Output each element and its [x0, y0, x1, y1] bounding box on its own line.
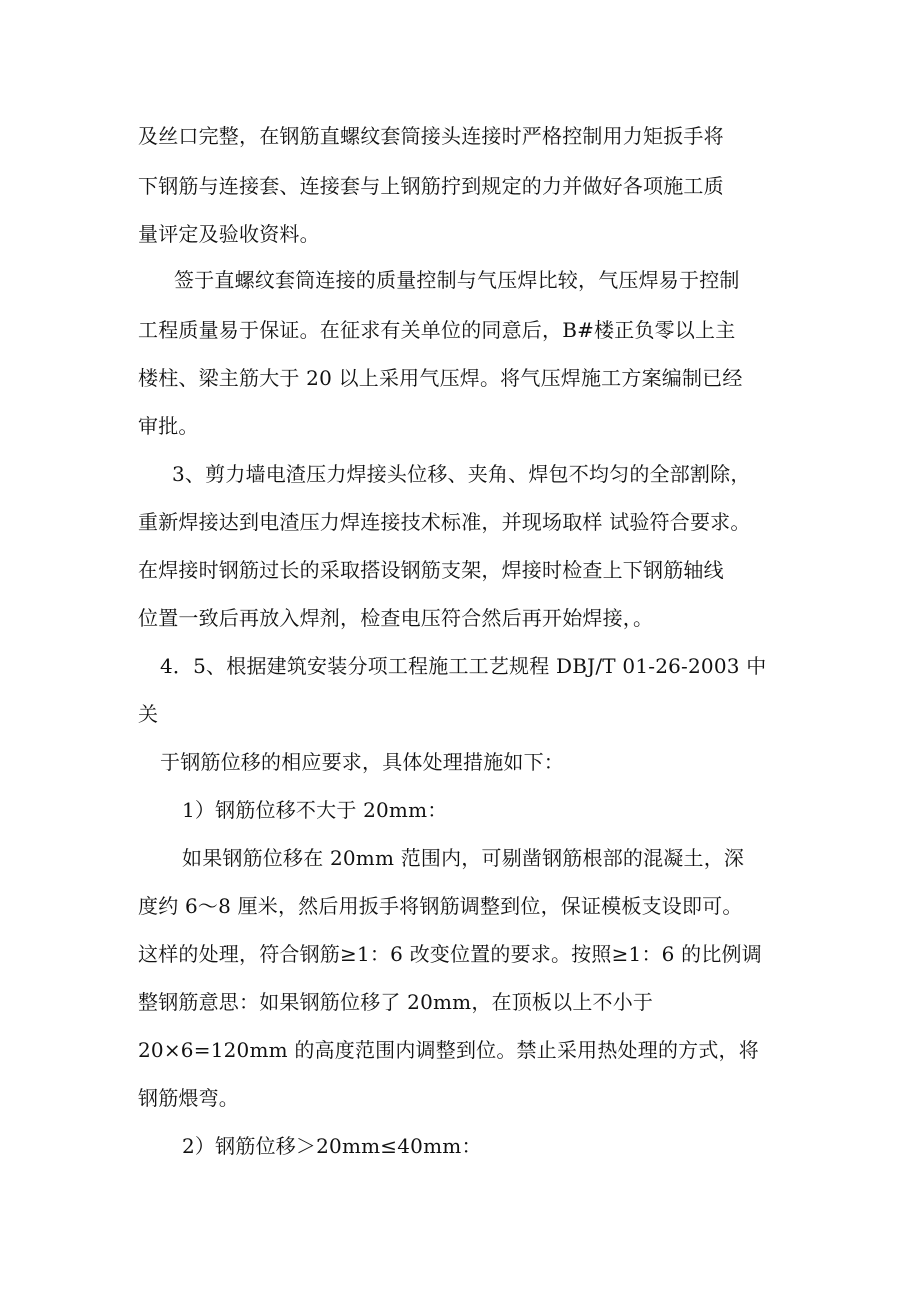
text-line: 于钢筋位移的相应要求，具体处理措施如下： — [160, 750, 564, 774]
text-line: 度约 6～8 厘米，然后用扳手将钢筋调整到位，保证模板支设即可。 — [138, 894, 743, 918]
text-line: 关 — [138, 702, 159, 726]
text-line: 楼柱、梁主筋大于 20 以上采用气压焊。将气压焊施工方案编制已经 — [138, 366, 743, 390]
text-line: 这样的处理，符合钢筋≥1：6 改变位置的要求。按照≥1：6 的比例调 — [138, 942, 762, 966]
text-line: 工程质量易于保证。在征求有关单位的同意后，B#楼正负零以上主 — [138, 318, 736, 342]
text-line: 如果钢筋位移在 20mm 范围内，可剔凿钢筋根部的混凝土，深 — [182, 846, 745, 870]
text-line: 重新焊接达到电渣压力焊连接技术标准，并现场取样 试验符合要求。 — [138, 510, 751, 534]
text-line: 2）钢筋位移＞20mm≤40mm： — [182, 1134, 482, 1158]
text-line: 审批。 — [138, 414, 199, 438]
text-line: 1）钢筋位移不大于 20mm： — [182, 798, 448, 822]
text-line: 4．5、根据建筑安装分项工程施工工艺规程 DBJ/T 01-26-2003 中 — [160, 654, 767, 678]
text-line: 20×6=120mm 的高度范围内调整到位。禁止采用热处理的方式，将 — [138, 1038, 759, 1062]
text-line: 3、剪力墙电渣压力焊接头位移、夹角、焊包不均匀的全部割除， — [172, 462, 751, 486]
text-line: 量评定及验收资料。 — [138, 222, 320, 246]
text-line: 下钢筋与连接套、连接套与上钢筋拧到规定的力并做好各项施工质 — [138, 174, 724, 198]
text-line: 及丝口完整，在钢筋直螺纹套筒接头连接时严格控制用力矩扳手将 — [138, 124, 724, 148]
text-line: 钢筋煨弯。 — [138, 1086, 239, 1110]
text-line: 在焊接时钢筋过长的采取搭设钢筋支架，焊接时检查上下钢筋轴线 — [138, 558, 724, 582]
text-line: 整钢筋意思：如果钢筋位移了 20mm，在顶板以上不小于 — [138, 990, 654, 1014]
text-line: 签于直螺纹套筒连接的质量控制与气压焊比较，气压焊易于控制 — [174, 268, 740, 292]
text-line: 位置一致后再放入焊剂，检查电压符合然后再开始焊接，。 — [138, 606, 654, 630]
